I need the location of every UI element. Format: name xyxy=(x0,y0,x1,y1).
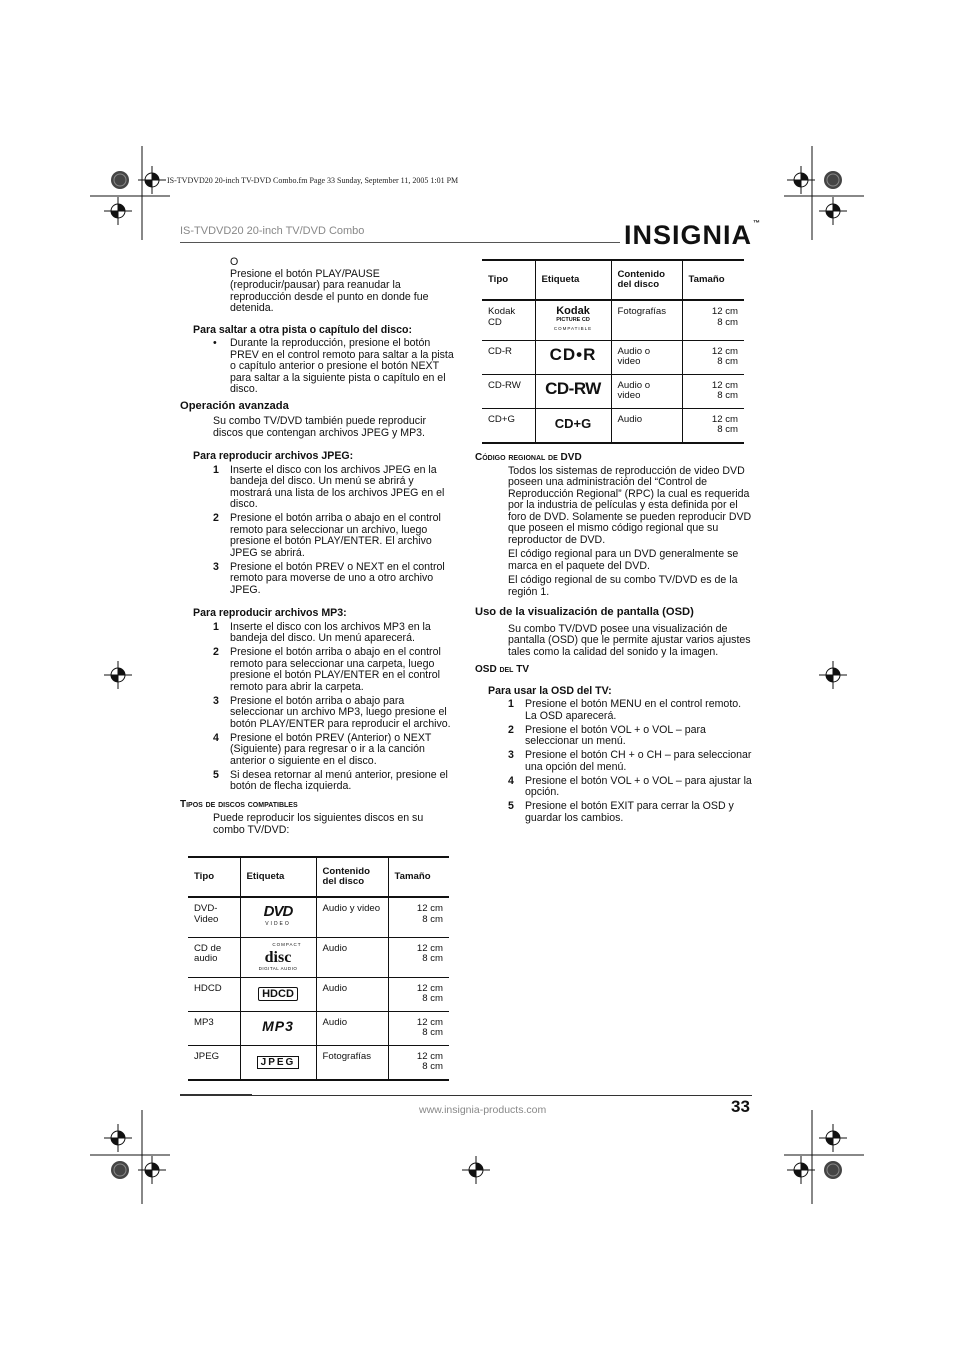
list-item xyxy=(475,750,755,773)
cell-type: JPEG xyxy=(188,1045,240,1080)
cell-type: CD-RW xyxy=(482,374,535,408)
header-content: Contenido del disco xyxy=(316,857,388,897)
logo-sub: COMPATIBLE xyxy=(553,326,593,331)
cell-size xyxy=(682,374,744,408)
list-item xyxy=(180,465,455,511)
jpeg-logo xyxy=(240,1045,316,1080)
step-text: Presione el botón EXIT para cerrar la OSD y guardar los cambios. xyxy=(525,800,734,824)
step-number: 4 xyxy=(508,774,514,787)
step-number: 5 xyxy=(213,768,219,781)
step-text: Presione el botón PREV o NEXT en el control remoto para moverse de uno a otro archivo JPEG. xyxy=(230,560,445,596)
step-text: Si desea retornar al menú anterior, presione el botón de flecha izquierda. xyxy=(230,768,448,792)
size-12: 12 cm xyxy=(711,379,738,391)
header-type: Tipo xyxy=(482,260,535,300)
disc-types-heading: Tipos de discos compatibles xyxy=(180,798,298,810)
or-text: O xyxy=(230,256,239,268)
size-12: 12 cm xyxy=(416,1016,443,1028)
size-8: 8 cm xyxy=(717,424,738,435)
size-8: 8 cm xyxy=(422,993,443,1004)
step-number: 2 xyxy=(508,723,514,736)
header-label: Etiqueta xyxy=(240,857,316,897)
footer-url: www.insignia-products.com xyxy=(419,1104,547,1116)
table-row xyxy=(188,1045,449,1080)
table-row xyxy=(482,340,744,374)
compact-disc-logo xyxy=(240,937,316,977)
advanced-text: Su combo TV/DVD también puede reproducir discos que contengan archivos JPEG y MP3. xyxy=(213,415,426,439)
header-type: Tipo xyxy=(188,857,240,897)
cell-size xyxy=(388,897,449,937)
table-row xyxy=(188,977,449,1011)
step-text: Presione el botón CH + o CH – para seleccionar una opción del menú. xyxy=(525,749,752,773)
header-label: Etiqueta xyxy=(535,260,611,300)
step-number: 1 xyxy=(213,463,219,476)
step-number: 3 xyxy=(213,694,219,707)
region-paragraph-2: El código regional para un DVD generalmente se marca en el paquete del DVD. xyxy=(508,548,739,572)
jpeg-steps xyxy=(180,465,455,597)
step-number: 5 xyxy=(508,800,514,812)
hdcd-logo xyxy=(240,977,316,1011)
cell-size xyxy=(388,1045,449,1080)
cell-size xyxy=(682,340,744,374)
cell-content: Audio xyxy=(611,408,682,443)
logo-top: COMPACT xyxy=(272,942,302,947)
cell-type: MP3 xyxy=(188,1011,240,1045)
cell-size xyxy=(388,1011,449,1045)
size-8: 8 cm xyxy=(422,1061,443,1072)
cell-type: HDCD xyxy=(188,977,240,1011)
list-item xyxy=(475,801,755,824)
or-paragraph: Presione el botón PLAY/PAUSE (reproducir/pausar) para reanudar la reproducción desde el punto en donde fue detenida. xyxy=(230,267,429,314)
list-item xyxy=(180,622,455,645)
cell-content: Audio xyxy=(316,977,388,1011)
logo-text: MP3 xyxy=(262,1018,294,1035)
disc-table-1 xyxy=(188,856,449,1081)
table-row xyxy=(482,300,744,340)
header-content: Contenido del disco xyxy=(611,260,682,300)
list-item xyxy=(475,776,755,799)
advanced-heading: Operación avanzada xyxy=(180,399,289,412)
osd-heading: Uso de la visualización de pantalla (OSD) xyxy=(475,606,694,618)
step-text: Presione el botón MENU en el control remoto. La OSD aparecerá. xyxy=(525,698,742,722)
cell-content: Audio o video xyxy=(611,340,682,374)
list-item xyxy=(180,562,455,597)
table-row xyxy=(188,1011,449,1045)
cell-type: CD+G xyxy=(482,408,535,443)
header-size: Tamaño xyxy=(388,857,449,897)
cell-content: Fotografías xyxy=(611,300,682,340)
list-item xyxy=(180,647,455,693)
item-text: Durante la reproducción, presione el botón PREV en el control remoto para saltar a la pista o capítulo anterior o presione el botón NEXT para saltar a la siguiente pista o capítulo en el disco. xyxy=(230,337,454,395)
table-row xyxy=(188,897,449,937)
cell-size xyxy=(388,977,449,1011)
table-row xyxy=(188,937,449,977)
cell-type: CD-R xyxy=(482,340,535,374)
size-8: 8 cm xyxy=(717,356,738,367)
list-item xyxy=(180,513,455,559)
right-column xyxy=(475,452,755,827)
cdr-logo xyxy=(535,340,611,374)
cell-type: DVD-Video xyxy=(188,897,240,937)
logo-text: Kodak xyxy=(556,305,590,317)
list-item xyxy=(475,699,755,722)
bullet: • xyxy=(213,337,217,349)
cell-size xyxy=(388,937,449,977)
logo-text: CD•R xyxy=(549,345,597,365)
size-8: 8 cm xyxy=(717,390,738,401)
skip-list xyxy=(180,338,455,396)
doc-title: IS-TVDVD20 20-inch TV/DVD Combo xyxy=(180,225,365,237)
cell-type: Kodak CD xyxy=(482,300,535,340)
logo-text: JPEG xyxy=(257,1056,300,1069)
step-text: Inserte el disco con los archivos MP3 en la bandeja del disco. Un menú aparecerá. xyxy=(230,620,431,644)
logo-sub: VIDEO xyxy=(265,921,291,927)
mp3-heading: Para reproducir archivos MP3: xyxy=(193,607,347,619)
list-item xyxy=(180,733,455,768)
size-12: 12 cm xyxy=(416,942,443,954)
cell-content: Audio xyxy=(316,937,388,977)
region-heading: Código regional de DVD xyxy=(475,452,582,463)
step-number: 4 xyxy=(213,731,219,744)
step-number: 2 xyxy=(213,512,219,524)
cell-content: Fotografías xyxy=(316,1045,388,1080)
step-text: Presione el botón arriba o abajo en el control remoto para seleccionar una carpeta, luego presione el botón PLAY/ENTER en el control remoto para abrir la carpeta. xyxy=(230,646,441,693)
step-number: 1 xyxy=(508,698,514,710)
skip-heading: Para saltar a otra pista o capítulo del disco: xyxy=(193,323,413,336)
cell-content: Audio y video xyxy=(316,897,388,937)
size-8: 8 cm xyxy=(422,913,443,925)
osd-use-heading: Para usar la OSD del TV: xyxy=(488,684,612,697)
list-item xyxy=(180,770,455,793)
osd-tv-heading: OSD del TV xyxy=(475,664,530,675)
list-item xyxy=(180,696,455,731)
file-slug: IS-TVDVD20 20-inch TV-DVD Combo.fm Page 33 Sunday, September 11, 2005 1:01 PM xyxy=(167,176,459,185)
step-number: 3 xyxy=(213,560,219,573)
region-paragraph-3: El código regional de su combo TV/DVD es de la región 1. xyxy=(508,574,738,598)
logo-text: INSIGNIA xyxy=(624,220,753,250)
logo-text: disc xyxy=(264,948,292,966)
kodak-logo xyxy=(535,300,611,340)
cdg-logo xyxy=(535,408,611,443)
insignia-logo xyxy=(624,220,761,251)
step-text: Inserte el disco con los archivos JPEG en la bandeja del disco. Un menú se abrirá y mostrará una lista de los archivos JPEG en el disco. xyxy=(230,463,445,510)
size-8: 8 cm xyxy=(717,316,738,328)
logo-text: CD+G xyxy=(554,415,592,431)
logo-text: CD-RW xyxy=(545,379,601,399)
mp3-logo xyxy=(240,1011,316,1045)
table-row xyxy=(482,408,744,443)
header-rule xyxy=(180,242,620,243)
cell-type: CD de audio xyxy=(188,937,240,977)
list-item xyxy=(180,338,455,396)
cell-content: Audio xyxy=(316,1011,388,1045)
step-text: Presione el botón arriba o abajo para seleccionar un archivo MP3, luego presione el botón PLAY/ENTER para reproducir el archivo. xyxy=(230,694,451,730)
size-8: 8 cm xyxy=(422,1027,443,1038)
step-number: 1 xyxy=(213,620,219,633)
size-8: 8 cm xyxy=(422,953,443,964)
step-text: Presione el botón VOL + o VOL – para seleccionar un menú. xyxy=(525,723,706,747)
cell-size xyxy=(682,408,744,443)
logo-tm: ™ xyxy=(753,220,762,227)
header-size: Tamaño xyxy=(682,260,744,300)
size-12: 12 cm xyxy=(711,306,738,317)
step-text: Presione el botón VOL + o VOL – para ajustar la opción. xyxy=(525,774,752,798)
page-number: 33 xyxy=(731,1097,750,1116)
disc-table-2 xyxy=(482,259,744,444)
left-column xyxy=(180,257,455,836)
dvd-logo xyxy=(240,897,316,937)
size-12: 12 cm xyxy=(711,345,738,357)
osd-text: Su combo TV/DVD posee una visualización de pantalla (OSD) que le permite ajustar varios ajustes tales como la calidad del sonido y la imagen. xyxy=(508,622,751,658)
mp3-steps xyxy=(180,622,455,793)
size-12: 12 cm xyxy=(416,903,443,914)
footer-rule xyxy=(180,1095,752,1096)
step-number: 2 xyxy=(213,646,219,658)
logo-sub: DIGITAL AUDIO xyxy=(258,965,298,971)
region-paragraph-1: Todos los sistemas de reproducción de video DVD poseen una administración del “Control de Reproducción Regional” (RPC) la cual es requerida por la industria de películas y esta definida por el foro de DVD. Solamente se pueden reproducir DVD que poseen el mismo código regional que su reproductor de DVD. xyxy=(508,464,752,546)
cell-content: Audio o video xyxy=(611,374,682,408)
size-12: 12 cm xyxy=(416,1050,443,1062)
size-12: 12 cm xyxy=(711,413,738,425)
logo-mid: PICTURE CD xyxy=(556,317,590,323)
jpeg-heading: Para reproducir archivos JPEG: xyxy=(193,450,354,462)
step-number: 3 xyxy=(508,749,514,761)
cdrw-logo xyxy=(535,374,611,408)
logo-text: HDCD xyxy=(258,987,298,1001)
logo-text: DVD xyxy=(263,903,293,920)
osd-steps xyxy=(475,699,755,824)
table-row xyxy=(482,374,744,408)
list-item xyxy=(475,725,755,748)
cell-size xyxy=(682,300,744,340)
step-text: Presione el botón arriba o abajo en el control remoto para seleccionar un archivo, luego presione el botón PLAY/ENTER. El archivo JPEG se abrirá. xyxy=(230,512,441,559)
step-text: Presione el botón PREV (Anterior) o NEXT (Siguiente) para regresar o ir a la canción anterior o siguiente en el disco. xyxy=(230,731,432,767)
size-12: 12 cm xyxy=(416,982,443,994)
disc-types-text: Puede reproducir los siguientes discos en su combo TV/DVD: xyxy=(213,812,424,836)
